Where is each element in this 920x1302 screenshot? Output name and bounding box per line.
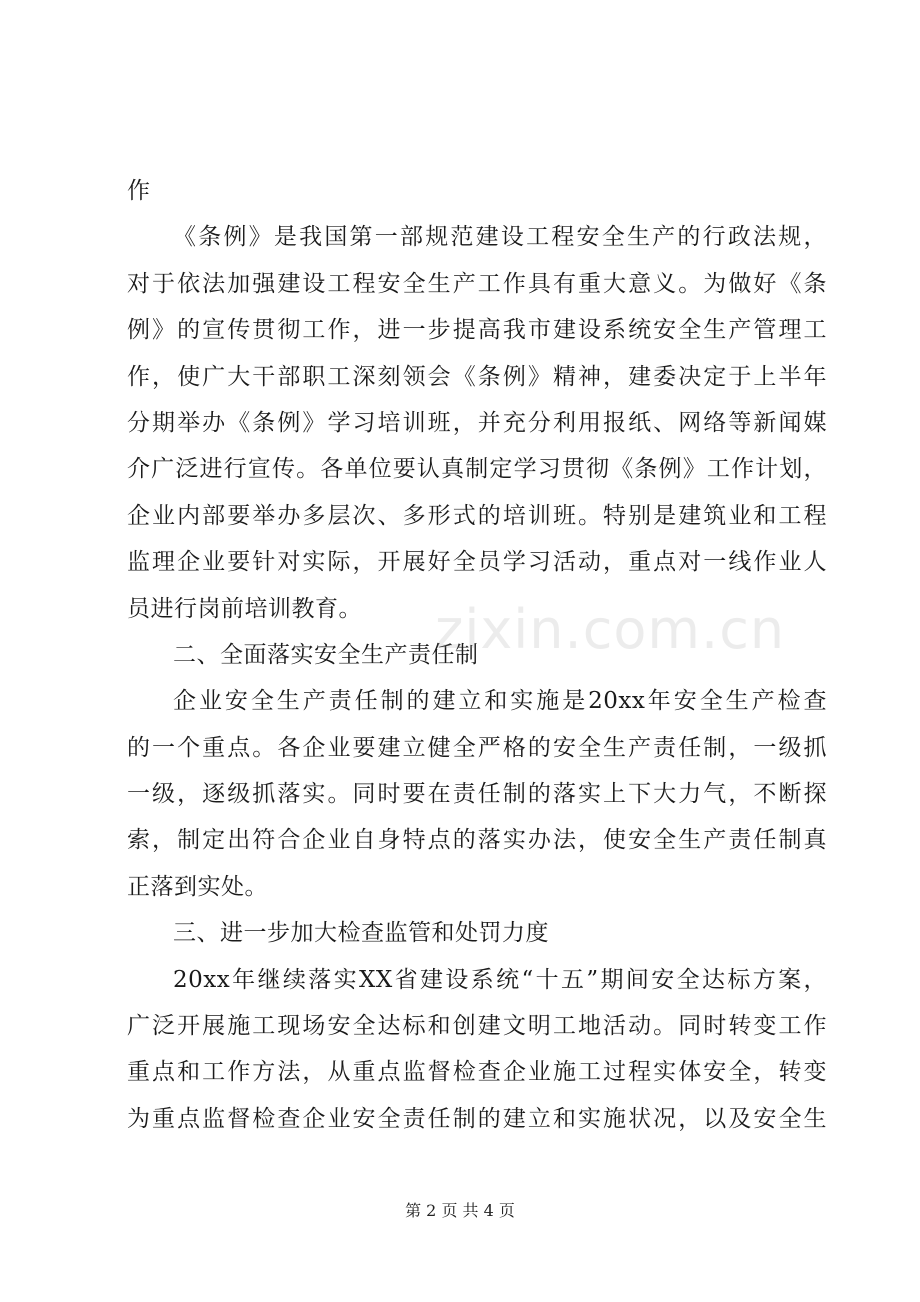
text-line: 广泛开展施工现场安全达标和创建文明工地活动。同时转变工作 <box>127 1013 827 1040</box>
document-body <box>127 168 827 1142</box>
text-line: 为重点监督检查企业安全责任制的建立和实施状况，以及安全生 <box>127 1105 827 1132</box>
text-line: 介广泛进行宣传。各单位要认真制定学习贯彻《条例》工作计划， <box>127 456 827 483</box>
text-line: 的一个重点。各企业要建立健全严格的安全生产责任制，一级抓 <box>127 734 827 761</box>
text-line: 作 <box>127 178 151 204</box>
text-line: 作，使广大干部职工深刻领会《条例》精神，建委决定于上半年 <box>127 363 827 390</box>
text-line: 监理企业要针对实际，开展好全员学习活动，重点对一线作业人 <box>127 549 827 576</box>
text-line: 例》的宣传贯彻工作，进一步提高我市建设系统安全生产管理工 <box>127 317 827 344</box>
text-line: 企业内部要举办多层次、多形式的培训班。特别是建筑业和工程 <box>127 502 827 529</box>
text-line: 正落到实处。 <box>127 873 268 900</box>
text-line: 对于依法加强建设工程安全生产工作具有重大意义。为做好《条 <box>127 270 827 297</box>
text-line: 《条例》是我国第一部规范建设工程安全生产的行政法规， <box>173 224 827 251</box>
text-line: 分期举办《条例》学习培训班，并充分利用报纸、网络等新闻媒 <box>127 409 827 436</box>
section-heading: 三、进一步加大检查监管和处罚力度 <box>173 920 549 947</box>
text-line: 员进行岗前培训教育。 <box>127 595 362 622</box>
text-line: 索，制定出符合企业自身特点的落实办法，使安全生产责任制真 <box>127 827 827 854</box>
text-line: 企业安全生产责任制的建立和实施是20xx年安全生产检查 <box>173 688 827 715</box>
section-heading: 二、全面落实安全生产责任制 <box>173 641 479 668</box>
watermark: zixin.com.cn <box>435 598 786 661</box>
text-line: 重点和工作方法，从重点监督检查企业施工过程实体安全，转变 <box>127 1059 827 1086</box>
text-line: 一级，逐级抓落实。同时要在责任制的落实上下大力气，不断探 <box>127 781 827 808</box>
page-number-footer: 第 2 页 共 4 页 <box>405 1201 515 1220</box>
text-line: 20xx年继续落实XX省建设系统“十五”期间安全达标方案， <box>173 966 827 993</box>
